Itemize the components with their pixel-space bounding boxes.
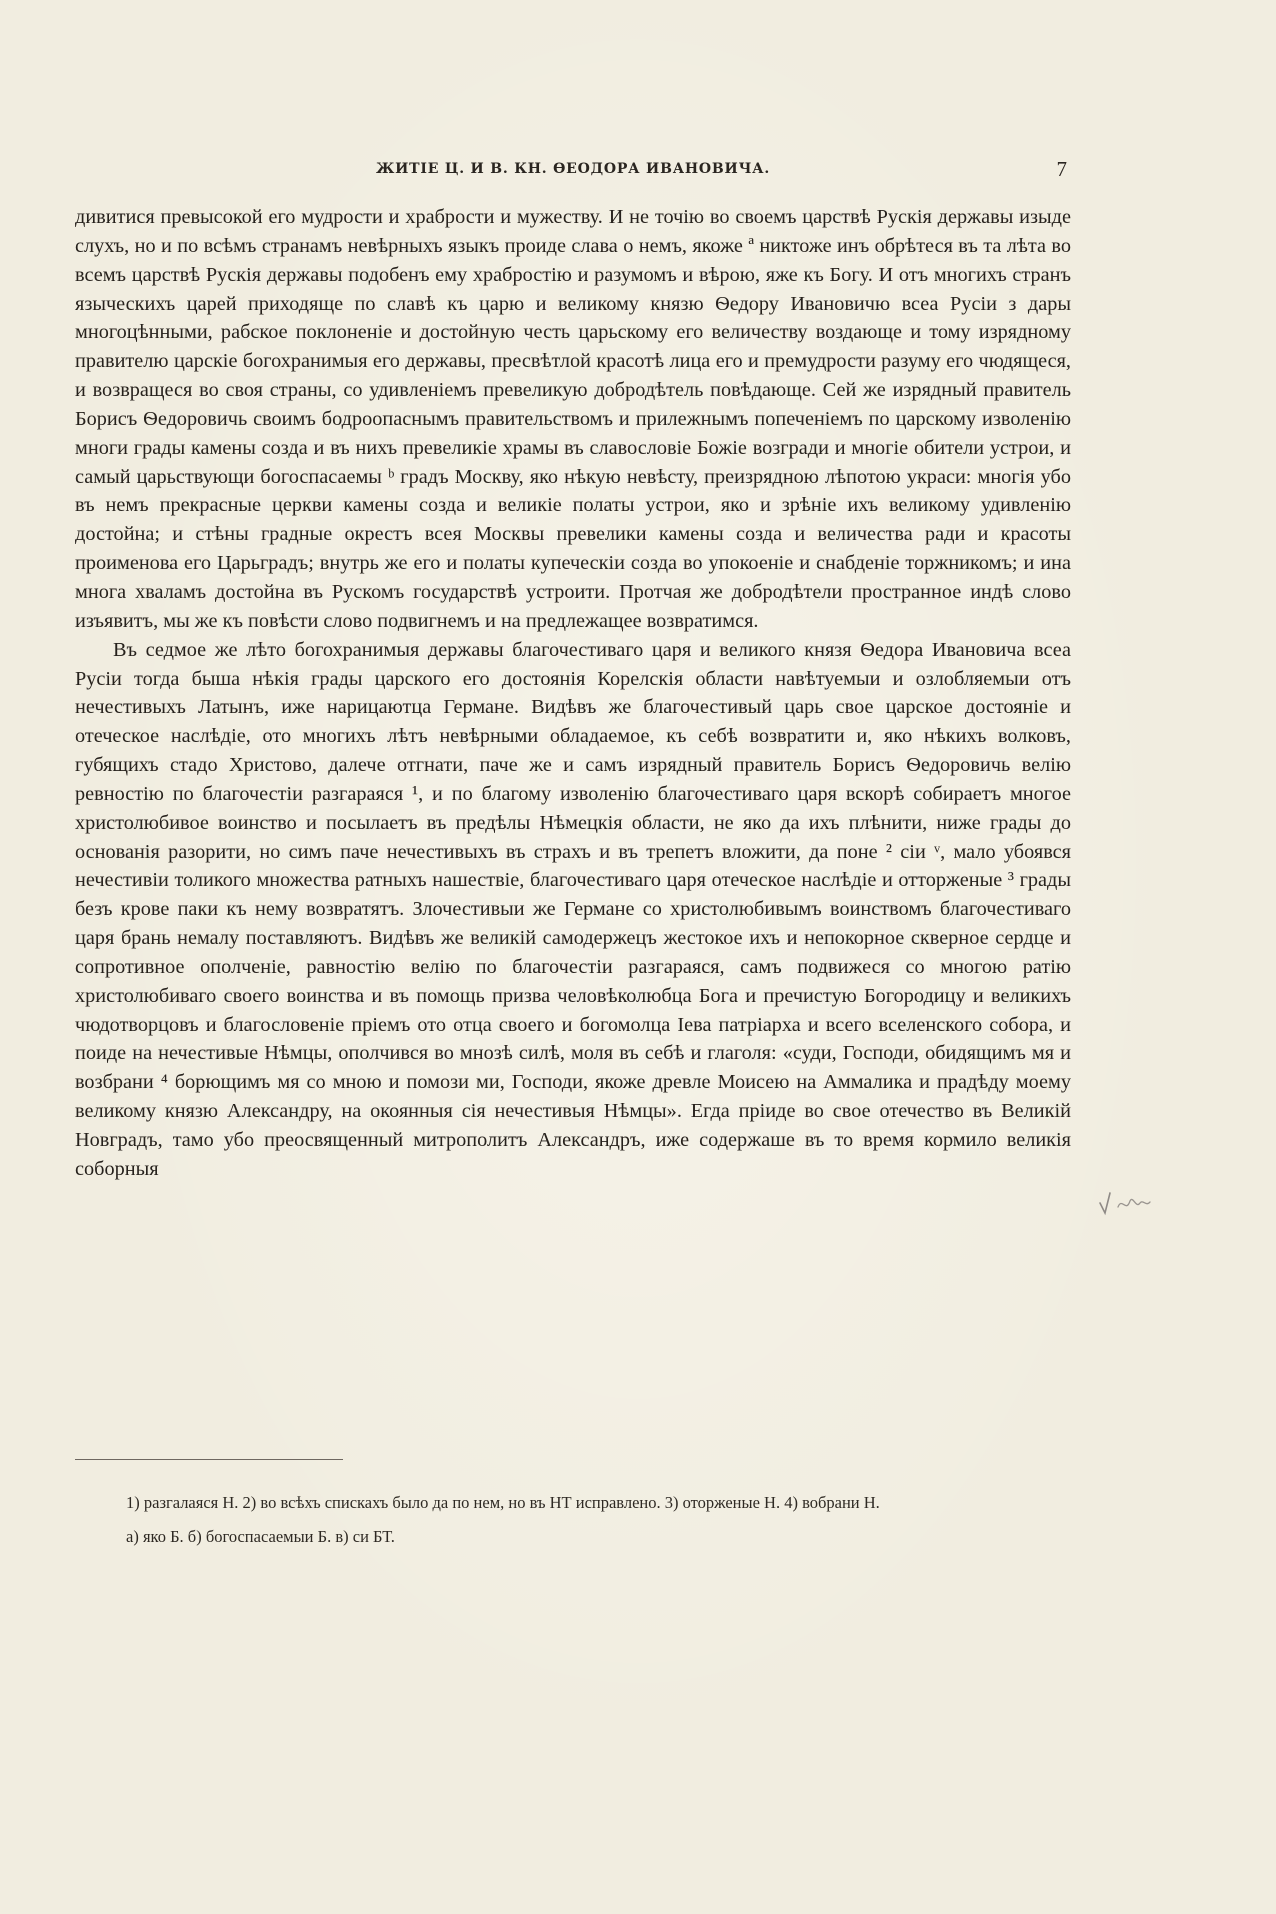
running-title: ЖИТІЕ Ц. И В. КН. ѲЕОДОРА ИВАНОВИЧА. — [375, 161, 771, 177]
footnotes-numbered: 1) разгалаяся Н. 2) во всѣхъ спискахъ было да по нем, но въ НТ исправлено. 3) оторженые Н. 4) вобрани Н. — [126, 1493, 880, 1512]
body-text — [75, 203, 1071, 1184]
running-head — [75, 157, 1071, 189]
paragraph-1: дивитися превысокой его мудрости и храбрости и мужеству. И не точію во своемъ царствѣ Рускія державы изыде слухъ, но и по всѣмъ странамъ невѣрныхъ языкъ проиде слава о немъ, якоже ª никтоже инъ обрѣтеся въ та лѣта во всемъ царствѣ Рускія державы подобенъ ему храбростію и разумомъ и вѣрою, яже къ Богу. И отъ многихъ странъ языческихъ царей приходяще по славѣ къ царю и великому князю Ѳедору Ивановичю всеа Русіи з дары многоцѣнными, рабское поклоненіе и достойную честь царьскому его величеству воздающе и тому изрядному правителю царскіе богохранимыя его державы, пресвѣтлой красотѣ лица его и премудрости разуму его чюдящеся, и возвращеся во своя страны, со удивленіемъ превеликую добродѣтель повѣдающе. Сей же изрядный правитель Борисъ Ѳедоровичь своимъ бодроопаснымъ правительствомъ и прилежнымъ попеченіемъ по царскому изволенію многи грады камены созда и въ нихъ превеликіе храмы въ славословіе Божіе возгради и многіе обители устрои, и самый царьствующи богоспасаемы ᵇ градъ Москву, яко нѣкую невѣсту, преизрядною лѣпотою украси: многія убо въ немъ прекрасные церкви камены созда и великіе полаты устрои, яко и зрѣніе ихъ великому удивленію достойна; и стѣны градные окрестъ всея Москвы превелики камены созда и величества ради и красоты проименова его Царьградъ; внутрь же его и полаты купеческіи созда во упокоеніе и снабденіе торжникомъ; и ина многа хваламъ достойна въ Рускомъ государствѣ устроити. Протчая же добродѣтели пространное индѣ слово изъявитъ, мы же къ повѣсти слово подвигнемъ и на предлежащее возвратимся. — [75, 206, 1071, 632]
footnote-separator — [75, 1459, 343, 1460]
page-number: 7 — [1056, 157, 1067, 181]
footnotes-variants: а) яко Б. б) богоспасаемыи Б. в) си БТ. — [126, 1527, 395, 1546]
footnotes — [75, 1491, 1071, 1549]
handwritten-mark-icon — [1096, 1185, 1156, 1225]
paragraph-2: Въ седмое же лѣто богохранимыя державы благочестиваго царя и великого князя Ѳедора Ивановича всеа Русіи тогда быша нѣкія грады царского его достоянія Корелскія области навѣтуемыи и озлобляемыи отъ нечестивыхъ Латынъ, иже нарицаютца Германе. Видѣвъ же благочестивый царь свое царское достояніе и отеческое наслѣдіе, ото многихъ лѣтъ невѣрными обладаемое, къ себѣ возвратити и, яко нѣкихъ волковъ, губящихъ стадо Христово, далече отгнати, паче же и самъ изрядный правитель Борисъ Ѳедоровичь велію ревностію по благочестіи разгараяся ¹, и по благому изволенію благочестиваго царя вскорѣ собираетъ многое христолюбивое воинство и посылаетъ въ предѣлы Нѣмецкія области, не яко да ихъ плѣнити, ниже грады до основанія разорити, но симъ паче нечестивыхъ въ страхъ и въ трепетъ вложити, да поне ² сіи ᵛ, мало убоявся нечестивіи толикого множества ратныхъ нашествіе, благочестиваго царя отеческое наслѣдіе и отторженые ³ грады безъ крове паки къ нему возвратятъ. Злочестивыи же Германе со христолюбивымъ воинствомъ благочестиваго царя брань немалу поставляютъ. Видѣвъ же великій самодержецъ жестокое ихъ и непокорное скверное сердце и сопротивное ополченіе, равностію велію по благочестіи разгараяся, самъ подвижеся со многою ратію христолюбиваго своего воинства и въ помощь призва человѣколюбца Бога и пречистую Богородицу и великихъ чюдотворцовъ и благословеніе пріемъ ото отца своего и богомолца Іева патріарха и всего вселенского собора, и поиде на нечестивые Нѣмцы, ополчився во мнозѣ силѣ, моля въ себѣ и глаголя: «суди, Господи, обидящимъ мя и возбрани ⁴ борющимъ мя со мною и помози ми, Господи, якоже древле Моисею на Аммалика и прадѣду моему великому князю Александру, на окоянныя сія нечестивыя Нѣмцы». Егда пріиде во свое отечество въ Великій Новградъ, тамо убо преосвященный митрополитъ Александръ, иже содержаше въ то время кормило великія соборныя — [75, 638, 1071, 1180]
